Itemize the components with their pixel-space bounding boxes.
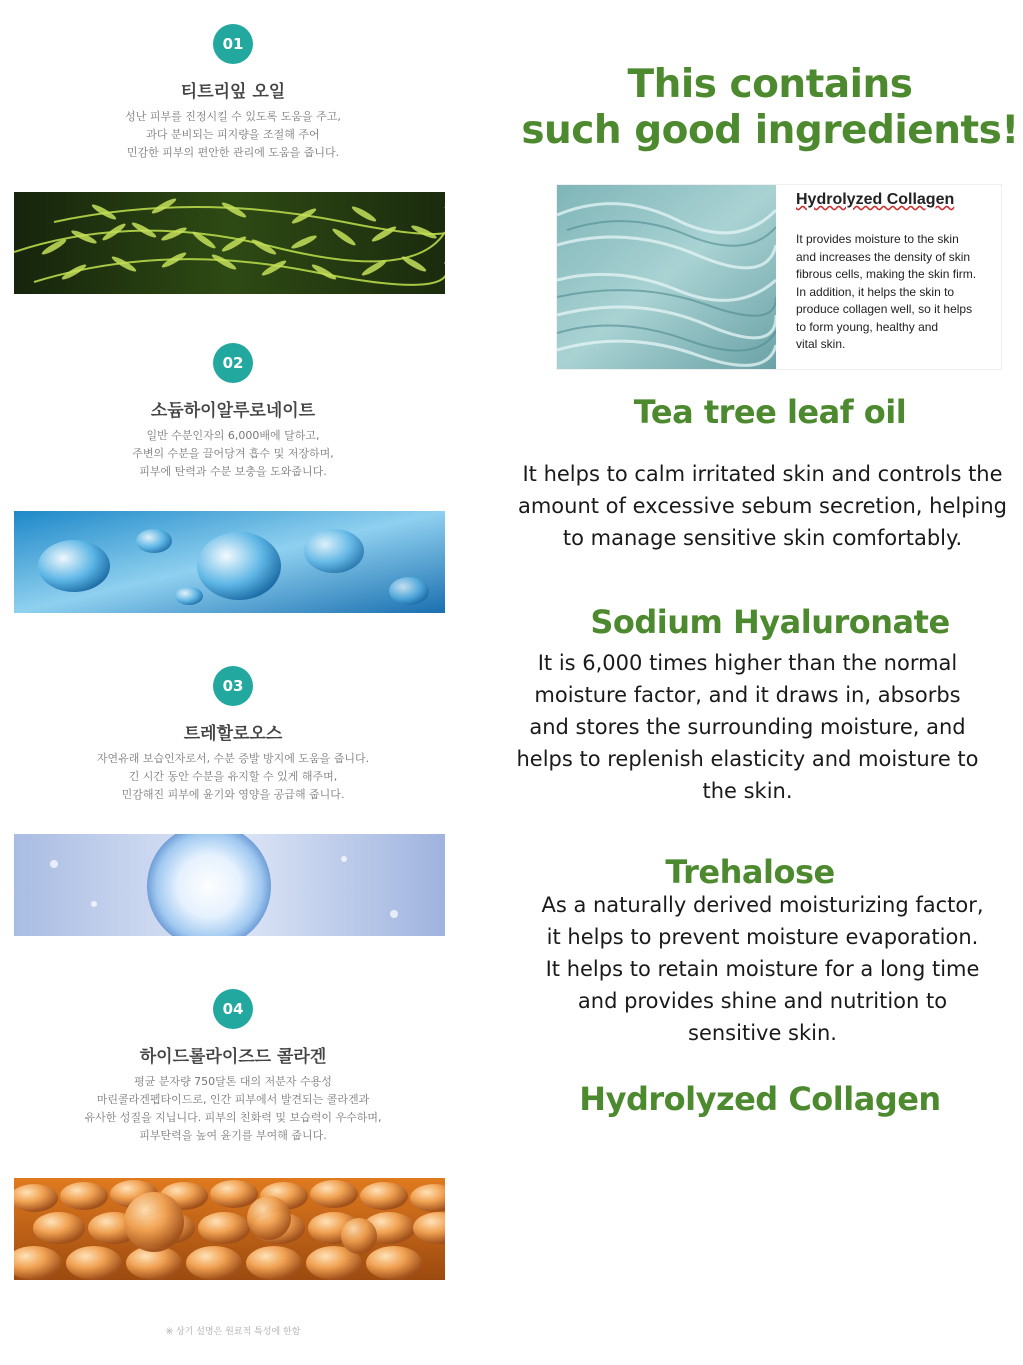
- section-number-badge: 03: [213, 666, 253, 706]
- ingredient-description-sodium-hyaluronate: It is 6,000 times higher than the normal moisture factor, and it draws in, absorbs and stores the surrounding moisture, and helps to replenish elasticity and moisture to the skin.: [516, 651, 979, 803]
- section-description: 성난 피부를 진정시킬 수 있도록 도움을 주고, 과다 분비되는 피지량을 조절해 주어 민감한 피부의 편안한 관리에 도움을 줍니다.: [125, 110, 341, 159]
- card-description: It provides moisture to the skin and increases the density of skin fibrous cells, making the skin firm. In addition, it helps the skin to produce collagen well, so it helps to form young, healthy and vital skin.: [796, 232, 977, 351]
- section-title: 티트리잎 오일: [180, 82, 286, 102]
- ingredient-title-sodium-hyaluronate: Sodium Hyaluronate: [590, 603, 950, 641]
- section-number-badge: 02: [213, 343, 253, 383]
- moisture-bubble-image: [14, 834, 445, 936]
- water-droplet-image: [14, 511, 445, 613]
- ingredient-description-tea-tree: It helps to calm irritated skin and controls the amount of excessive sebum secretion, helping to manage sensitive skin comfortably.: [517, 462, 1007, 550]
- hydrolyzed-collagen-card: [557, 185, 1001, 369]
- section-description: 자연유래 보습인자로서, 수분 증발 방지에 도움을 줍니다. 긴 시간 동안 수분을 유지할 수 있게 해주며, 민감해진 피부에 윤기와 영양을 공급해 줍니다.: [96, 752, 370, 801]
- collagen-gel-texture-image: [557, 185, 776, 369]
- ingredient-title-tea-tree: Tea tree leaf oil: [633, 393, 907, 431]
- footnote: ※ 상기 설명은 원료적 특성에 한함: [165, 1327, 301, 1337]
- section-description: 평균 분자량 750달톤 대의 저분자 수용성 마린콜라겐펩타이드로, 인간 피부에서 발견되는 콜라겐과 유사한 성질을 지닙니다. 피부의 친화력 및 보습력이 우수하며, 피부탄력을 높여 윤기를 부여해 줍니다.: [84, 1075, 382, 1142]
- section-title: 트레할로오스: [183, 724, 283, 744]
- headline: This contains such good ingredients!: [521, 62, 1019, 153]
- section-title: 소듐하이알루로네이트: [150, 401, 316, 421]
- section-number-badge: 04: [213, 989, 253, 1029]
- ingredient-title-hydrolyzed-collagen: Hydrolyzed Collagen: [579, 1080, 941, 1118]
- ingredient-title-trehalose: Trehalose: [665, 853, 835, 891]
- tea-tree-leaf-image: [14, 192, 445, 294]
- section-number-badge: 01: [213, 24, 253, 64]
- section-title: 하이드롤라이즈드 콜라겐: [139, 1047, 327, 1067]
- section-description: 일반 수분인자의 6,000배에 달하고, 주변의 수분을 끌어당겨 흡수 및 저장하며, 피부에 탄력과 수분 보충을 도와줍니다.: [132, 429, 334, 478]
- ingredient-description-trehalose: As a naturally derived moisturizing factor, it helps to prevent moisture evaporation. It helps to retain moisture for a long time and provides shine and nutrition to sensitive skin.: [541, 893, 984, 1045]
- collagen-sphere-image: [14, 1178, 445, 1280]
- card-title: Hydrolyzed Collagen: [796, 191, 955, 208]
- korean-ingredient-panel: [0, 0, 460, 1365]
